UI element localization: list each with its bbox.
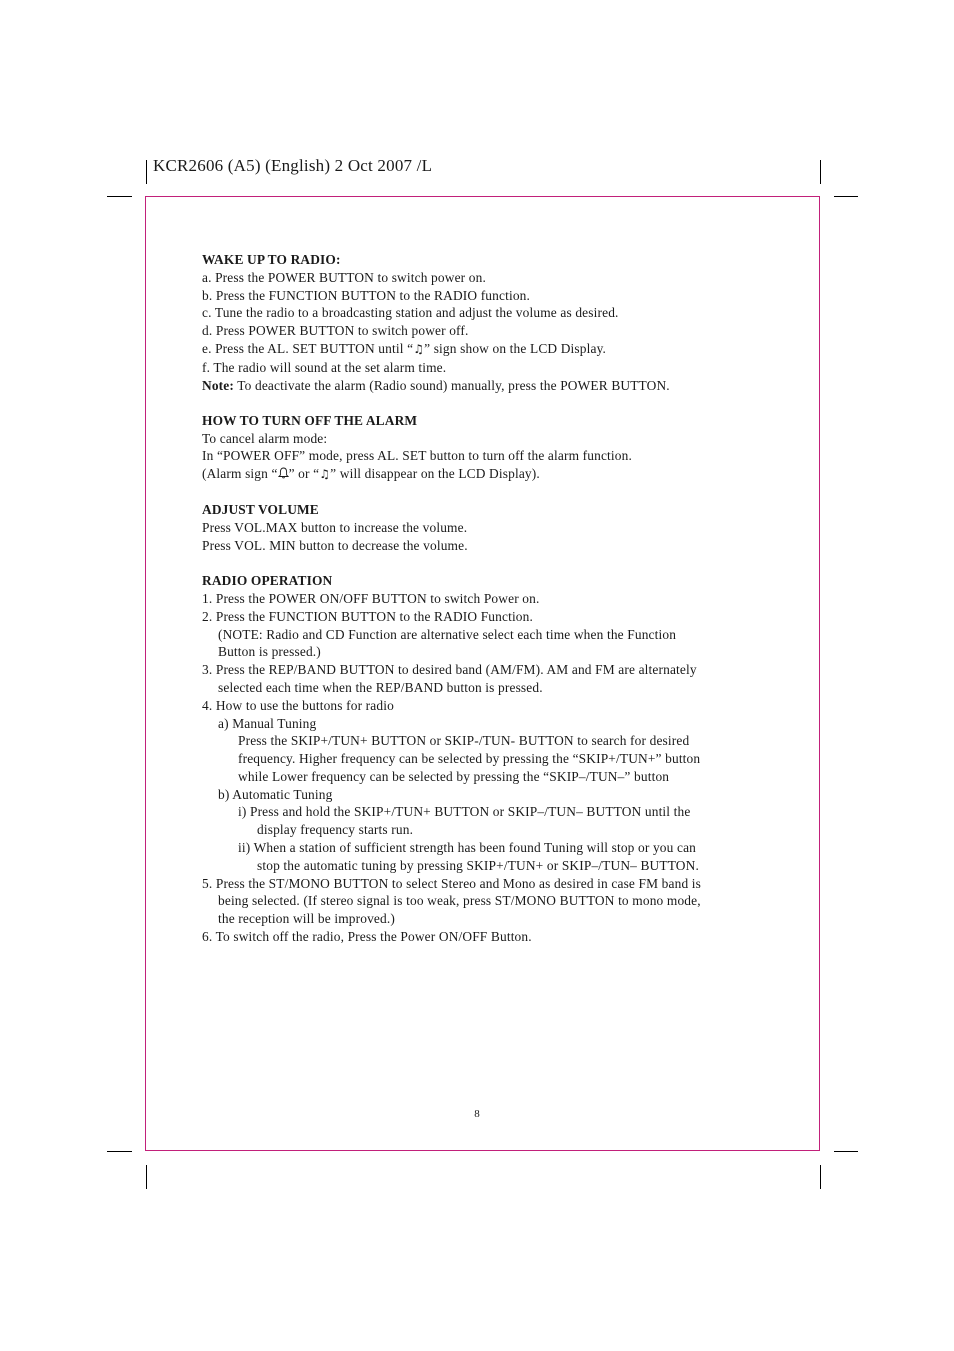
sub-sub-item: ii) When a station of sufficient strength has been found Tuning will stop or you can (238, 840, 697, 856)
text-segment: ” sign show on the LCD Display. (424, 340, 607, 356)
crop-mark (146, 1165, 147, 1189)
sub-sub-item-continuation: display frequency starts run. (257, 822, 414, 838)
radio-operation-section (202, 572, 772, 946)
section-heading: WAKE UP TO RADIO: (202, 252, 341, 267)
list-item: b. Press the FUNCTION BUTTON to the RADIO function. (202, 287, 531, 303)
list-item: d. Press POWER BUTTON to switch power off. (202, 323, 469, 339)
sub-sub-item: i) Press and hold the SKIP+/TUN+ BUTTON or SKIP–/TUN– BUTTON until the (238, 804, 691, 820)
text-segment: e. Press the AL. SET BUTTON until “ (202, 340, 414, 356)
note-text: To deactivate the alarm (Radio sound) manually, press the POWER BUTTON. (233, 377, 670, 393)
sub-item-text: while Lower frequency can be selected by pressing the “SKIP–/TUN–” button (238, 768, 670, 784)
sub-item: b) Automatic Tuning (218, 786, 333, 802)
music-note-icon: ♫ (319, 467, 331, 482)
sub-item-text: frequency. Higher frequency can be selected by pressing the “SKIP+/TUN+” button (238, 751, 701, 767)
list-item-continuation: being selected. (If stereo signal is too weak, press ST/MONO BUTTON to mono mode, (218, 893, 701, 909)
document-header: KCR2606 (A5) (English) 2 Oct 2007 /L (153, 156, 433, 175)
section-heading: HOW TO TURN OFF THE ALARM (202, 412, 418, 428)
crop-mark (834, 196, 858, 197)
paragraph-line (202, 465, 772, 484)
list-item: 2. Press the FUNCTION BUTTON to the RADIO Function. (202, 608, 533, 624)
list-item: 4. How to use the buttons for radio (202, 697, 394, 713)
crop-mark (820, 160, 821, 184)
page-number: 8 (474, 1108, 480, 1120)
alarm-off-section (202, 412, 772, 484)
crop-mark (146, 160, 147, 184)
text-segment: ” or “ (288, 466, 320, 482)
crop-mark (107, 196, 132, 197)
text-segment: ” will disappear on the LCD Display). (330, 466, 540, 482)
list-item: c. Tune the radio to a broadcasting station and adjust the volume as desired. (202, 305, 619, 321)
paragraph-line: In “POWER OFF” mode, press AL. SET button to turn off the alarm function. (202, 448, 632, 464)
wake-up-section (202, 251, 772, 394)
bell-icon (278, 466, 289, 484)
list-item: 5. Press the ST/MONO BUTTON to select Stereo and Mono as desired in case FM band is (202, 875, 702, 891)
list-item: 6. To switch off the radio, Press the Power ON/OFF Button. (202, 929, 532, 945)
sub-item: a) Manual Tuning (218, 715, 317, 731)
manual-content (202, 251, 772, 946)
list-item-note: (NOTE: Radio and CD Function are alternative select each time when the Function (218, 626, 677, 642)
adjust-volume-section (202, 501, 772, 554)
list-item: f. The radio will sound at the set alarm time. (202, 359, 447, 375)
section-heading: RADIO OPERATION (202, 573, 333, 589)
list-item: a. Press the POWER BUTTON to switch power on. (202, 269, 486, 285)
crop-mark (820, 1165, 821, 1189)
list-item-continuation: the reception will be improved.) (218, 911, 395, 927)
note-label: Note: (202, 377, 234, 393)
list-item-note: Button is pressed.) (218, 644, 321, 660)
sub-item-text: Press the SKIP+/TUN+ BUTTON or SKIP-/TUN- BUTTON to search for desired (238, 733, 690, 749)
music-note-icon: ♫ (413, 341, 425, 356)
paragraph-line: Press VOL. MIN button to decrease the volume. (202, 537, 468, 553)
text-segment: (Alarm sign “ (202, 466, 278, 482)
list-item (202, 340, 772, 359)
crop-mark (834, 1151, 858, 1152)
paragraph-line: Press VOL.MAX button to increase the volume. (202, 520, 468, 536)
list-item-continuation: selected each time when the REP/BAND button is pressed. (218, 679, 543, 695)
paragraph-line: To cancel alarm mode: (202, 430, 328, 446)
crop-mark (107, 1151, 132, 1152)
list-item: 1. Press the POWER ON/OFF BUTTON to switch Power on. (202, 590, 540, 606)
list-item: 3. Press the REP/BAND BUTTON to desired band (AM/FM). AM and FM are alternately (202, 662, 697, 678)
sub-sub-item-continuation: stop the automatic tuning by pressing SKIP+/TUN+ or SKIP–/TUN– BUTTON. (257, 857, 699, 873)
section-heading: ADJUST VOLUME (202, 502, 319, 518)
note (202, 377, 772, 395)
